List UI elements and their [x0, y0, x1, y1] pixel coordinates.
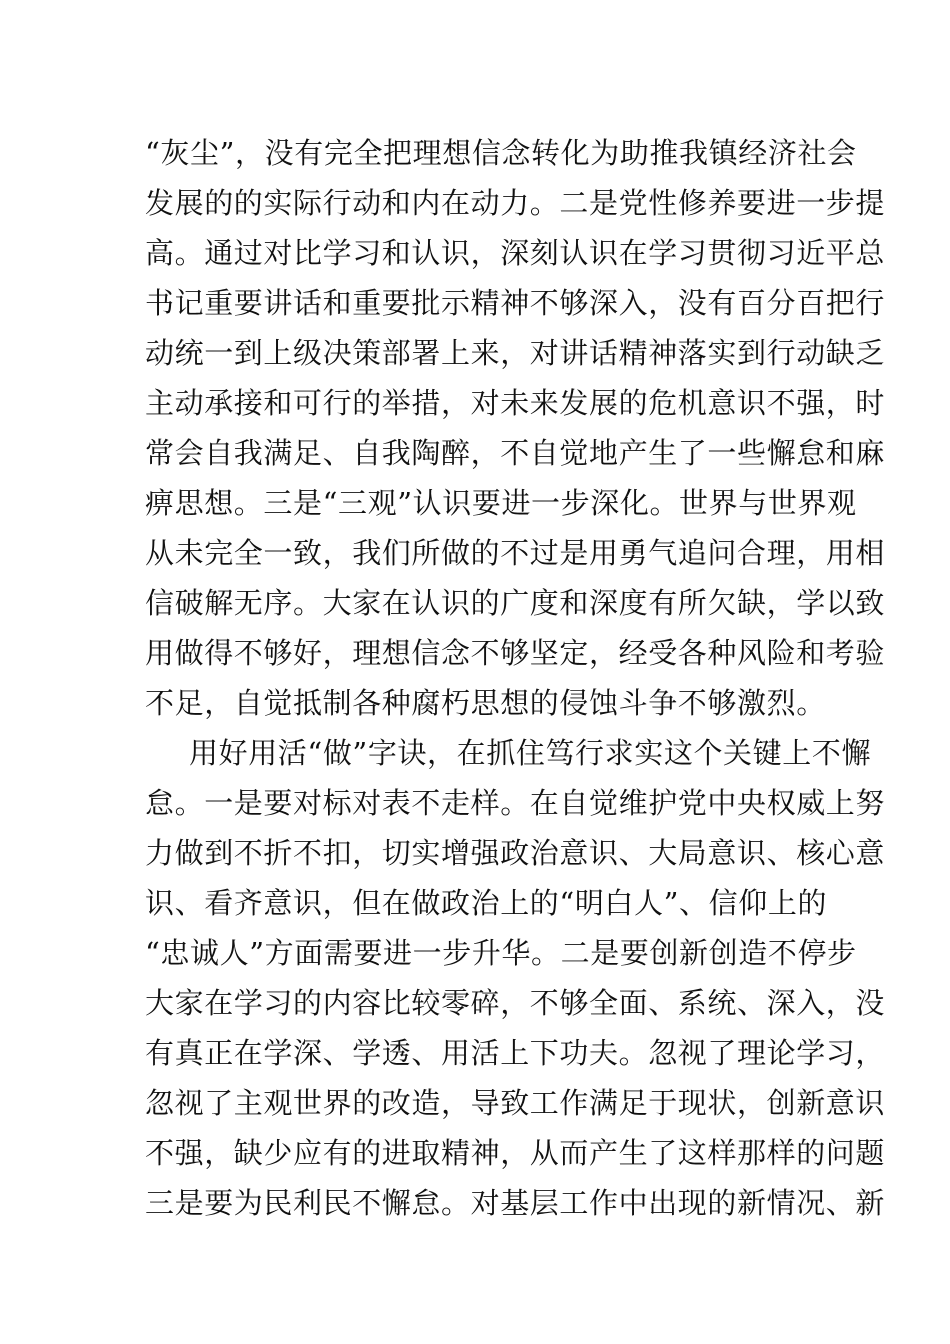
text-line: 忽视了主观世界的改造，导致工作满足于现状，创新意识: [145, 1086, 886, 1120]
text-line: 发展的的实际行动和内在动力。二是党性修养要进一步提: [145, 186, 886, 220]
text-line: 不足，自觉抵制各种腐朽思想的侵蚀斗争不够激烈。: [145, 686, 826, 720]
text-line: 信破解无序。大家在认识的广度和深度有所欠缺，学以致: [145, 586, 886, 620]
text-line: 不强，缺少应有的进取精神，从而产生了这样那样的问题: [145, 1136, 886, 1170]
text-line: 有真正在学深、学透、用活上下功夫。忽视了理论学习，: [145, 1036, 886, 1070]
text-line: “灰尘”，没有完全把理想信念转化为助推我镇经济社会: [145, 136, 857, 170]
text-line: 动统一到上级决策部署上来，对讲话精神落实到行动缺乏: [145, 336, 886, 370]
paragraph-start-line: 用好用活“做”字诀，在抓住笃行求实这个关键上不懈: [189, 736, 872, 770]
text-line: 从未完全一致，我们所做的不过是用勇气追问合理，用相: [145, 536, 886, 570]
text-line: 识、看齐意识，但在做政治上的“明白人”、信仰上的: [145, 886, 828, 920]
text-line: 书记重要讲话和重要批示精神不够深入，没有百分百把行: [145, 286, 886, 320]
text-line: “忠诚人”方面需要进一步升华。二是要创新创造不停步: [145, 936, 857, 970]
text-line: 常会自我满足、自我陶醉，不自觉地产生了一些懈怠和麻: [145, 436, 886, 470]
text-line: 用做得不够好，理想信念不够坚定，经受各种风险和考验: [145, 636, 886, 670]
text-line: 主动承接和可行的举措，对未来发展的危机意识不强，时: [145, 386, 886, 420]
text-line: 大家在学习的内容比较零碎，不够全面、系统、深入，没: [145, 986, 886, 1020]
text-line: 高。通过对比学习和认识，深刻认识在学习贯彻习近平总: [145, 236, 886, 270]
text-line: 力做到不折不扣，切实增强政治意识、大局意识、核心意: [145, 836, 886, 870]
text-line: 痹思想。三是“三观”认识要进一步深化。世界与世界观: [145, 486, 857, 520]
text-line: 三是要为民利民不懈怠。对基层工作中出现的新情况、新: [145, 1186, 886, 1220]
text-line: 怠。一是要对标对表不走样。在自觉维护党中央权威上努: [145, 786, 886, 820]
body-text: [145, 128, 886, 1228]
